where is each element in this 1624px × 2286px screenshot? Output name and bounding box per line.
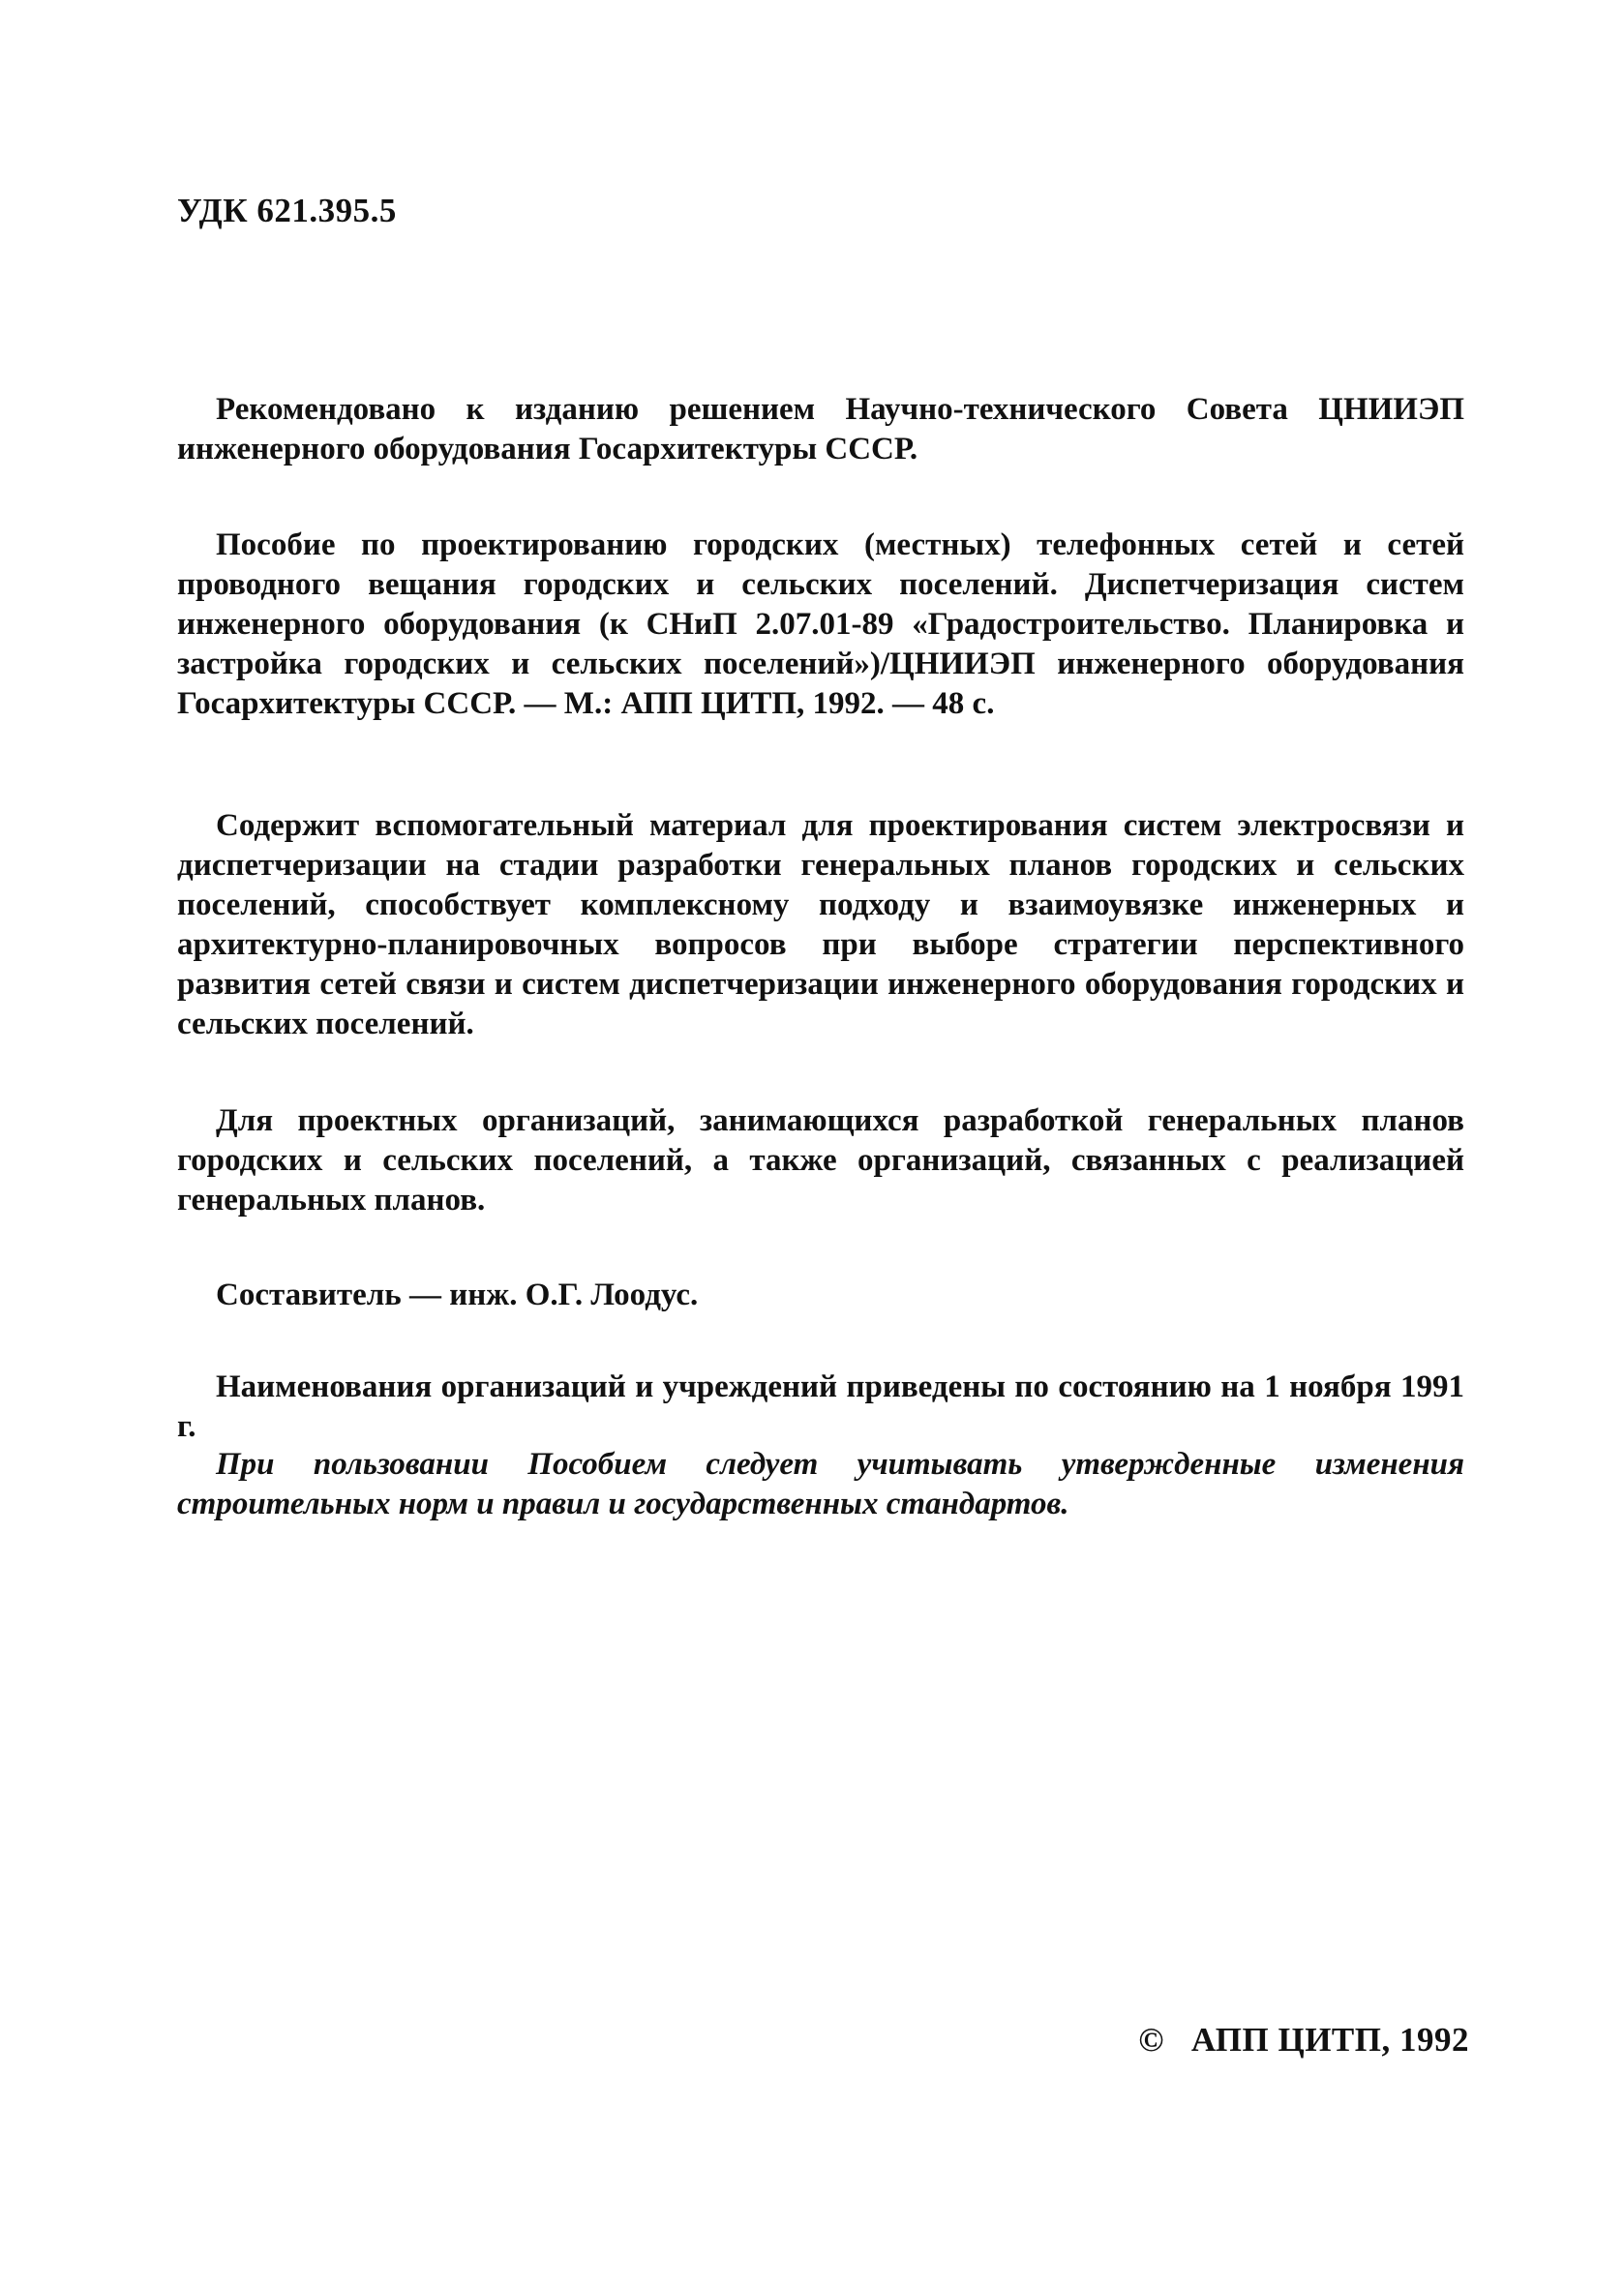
compiler-line: Составитель — инж. О.Г. Лоодус.: [216, 1278, 699, 1312]
citation-text: по проектированию городских (местных) телефонных сетей и сетей проводного вещания городских и сельских поселений. Диспетчеризация систем инженерного оборудования (к СНиП 2.07.01-89 «Градостроительство. Планировка и застройка городских и сельских поселений»)/ЦНИИЭП инженерного оборудования Госархитектуры СССР. — М.: АПП ЦИТП, 1992. — 48 с.: [177, 527, 1464, 721]
audience-paragraph: Для проектных организаций, занимающихся разработкой генеральных планов городских и сельских поселений, а также организаций, связанных с реализацией генеральных планов.: [177, 1103, 1464, 1218]
abstract-paragraph: Содержит вспомогательный материал для проектирования систем электросвязи и диспетчеризации на стадии разработки генеральных планов городских и сельских поселений, способствует комплексному подходу и взаимоувязке инженерных и архитектурно-планировочных вопросов при выборе стратегии перспективного развития сетей связи и систем диспетчеризации инженерного оборудования городских и сельских поселений.: [177, 808, 1464, 1041]
copyright-line: [1138, 2021, 1469, 2060]
copyright-icon: ©: [1138, 2021, 1164, 2059]
citation-lead-word: Пособие: [216, 527, 336, 562]
copyright-text: АПП ЦИТП, 1992: [1190, 2021, 1469, 2059]
udk-code: УДК 621.395.5: [177, 192, 397, 229]
bibliographic-citation: [177, 526, 1464, 724]
usage-note: При пользовании Пособием следует учитывать утвержденные изменения строительных норм и правил и государственных стандартов.: [177, 1447, 1464, 1521]
organization-names-note: Наименования организаций и учреждений приведены по состоянию на 1 ноября 1991 г.: [177, 1369, 1464, 1444]
recommendation-paragraph: Рекомендовано к изданию решением Научно-технического Совета ЦНИИЭП инженерного оборудования Госархитектуры СССР.: [177, 392, 1464, 466]
